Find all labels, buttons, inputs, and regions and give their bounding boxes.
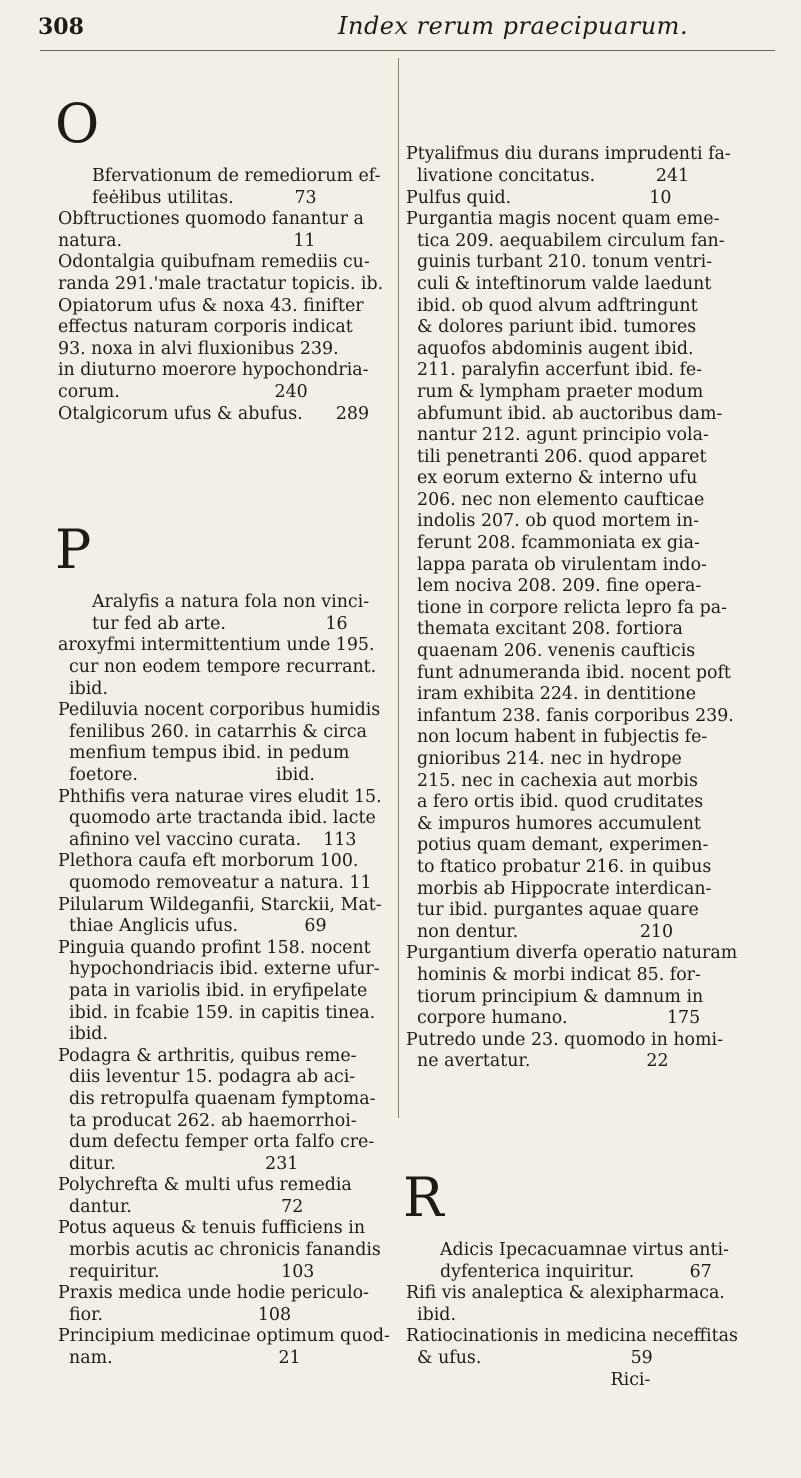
section-r-entries bbox=[406, 1240, 786, 1391]
index-entry-line: lappa parata ob virulentam indo- bbox=[406, 554, 707, 575]
index-entry-line: Phthifis vera naturae vires eludit 15. bbox=[58, 786, 382, 807]
index-entry-line: funt adnumeranda ibid. nocent poft bbox=[406, 662, 731, 683]
index-entry-line: ibid. bbox=[406, 1304, 456, 1325]
index-entry-line: Odontalgia quibufnam remediis cu- bbox=[58, 252, 370, 273]
index-entry-line: ibid. ob quod alvum adftringunt bbox=[406, 295, 698, 316]
index-entry-line: iram exhibita 224. in dentitione bbox=[406, 684, 696, 705]
dropcap-o: O bbox=[55, 92, 100, 156]
index-entry-line: dyfenterica inquiritur. 67 bbox=[440, 1261, 712, 1282]
index-entry-line: nam. 21 bbox=[58, 1348, 301, 1369]
index-entry-line: Pinguia quando profint 158. nocent bbox=[58, 937, 371, 958]
index-entry-line: themata excitant 208. fortiora bbox=[406, 619, 683, 640]
index-entry-line: in diuturno moerore hypochondria- bbox=[58, 360, 369, 381]
index-entry-line: Praxis medica unde hodie periculo- bbox=[58, 1283, 370, 1304]
section-p-continued bbox=[406, 101, 786, 1116]
index-entry-line: ferunt 208. fcammoniata ex gia- bbox=[406, 533, 700, 554]
section-p-entries bbox=[58, 592, 396, 1369]
index-entry-line: guinis turbant 210. tonum ventri- bbox=[406, 252, 713, 273]
section-o bbox=[55, 92, 396, 468]
index-entry-line: Rifi vis analeptica & alexipharmaca. bbox=[406, 1283, 725, 1304]
index-entry-line: quomodo arte tractanda ibid. lacte bbox=[58, 808, 376, 829]
index-entry-line: aroxyfmi intermittentium unde 195. bbox=[58, 635, 375, 656]
index-entry-line: & dolores pariunt ibid. tumores bbox=[406, 317, 697, 338]
index-entry-line: tione in corpore relicta lepro fa pa- bbox=[406, 597, 728, 618]
index-entry-line: dum defectu femper orta falfo cre- bbox=[58, 1132, 375, 1153]
index-entry-line: tica 209. aequabilem circulum fan- bbox=[406, 230, 725, 251]
index-entry-line: potius quam demant, experimen- bbox=[406, 835, 709, 856]
index-entry-line: gnioribus 214. nec in hydrope bbox=[406, 749, 682, 769]
index-entry-line: aquofos abdominis augent ibid. bbox=[406, 338, 694, 359]
index-entry-line: hypochondriacis ibid. externe ufur- bbox=[58, 959, 380, 980]
index-entry-line: feėłibus utilitas. 73 bbox=[92, 187, 317, 208]
index-entry-line: 215. nec in cachexia aut morbis bbox=[406, 770, 698, 791]
index-entry-line: Pilularum Wildeganfii, Starckii, Mat- bbox=[58, 894, 382, 915]
index-entry-line: dantur. 72 bbox=[58, 1196, 304, 1217]
index-entry-line: & impuros humores accumulent bbox=[406, 813, 701, 834]
index-entry-line: to ftatico probatur 216. in quibus bbox=[406, 856, 712, 877]
index-entry-line: 93. noxa in alvi fluxionibus 239. bbox=[58, 338, 339, 359]
running-title: Index rerum praecipuarum. bbox=[338, 12, 689, 40]
index-entry-line: Rici- bbox=[406, 1369, 651, 1390]
index-entry-line: effectus naturam corporis indicat bbox=[58, 317, 353, 338]
index-entry-line: diis leventur 15. podagra ab aci- bbox=[58, 1067, 356, 1088]
index-entry-line: Pediluvia nocent corporibus humidis bbox=[58, 700, 381, 721]
index-entry-line: ne avertatur. 22 bbox=[406, 1051, 669, 1072]
index-entry-line: ibid. in fcabie 159. in capitis tinea. bbox=[58, 1002, 376, 1023]
index-entry-line: ex eorum externo & interno ufu bbox=[406, 468, 698, 489]
index-entry-line: ibid. bbox=[58, 1024, 108, 1045]
index-entry-line: abfumunt ibid. ab auctoribus dam- bbox=[406, 403, 723, 424]
index-entry-line: Adicis Ipecacuamnae virtus anti- bbox=[440, 1240, 729, 1261]
index-entry-line: Aralyfis a natura fola non vinci- bbox=[92, 592, 370, 613]
index-entry-line: culi & inteftinorum valde laedunt bbox=[406, 273, 712, 294]
index-entry-line: ta producat 262. ab haemorrhoi- bbox=[58, 1110, 357, 1131]
index-entry-line: cur non eodem tempore recurrant. bbox=[58, 657, 377, 678]
index-entry-line: afinino vel vaccino curata. 113 bbox=[58, 829, 357, 850]
dropcap-r: R bbox=[403, 1166, 444, 1230]
index-entry-line: Podagra & arthritis, quibus reme- bbox=[58, 1045, 357, 1066]
index-entry-line: fior. 108 bbox=[58, 1304, 292, 1325]
dropcap-p: P bbox=[55, 518, 92, 582]
index-entry-line: Otalgicorum ufus & abufus. 289 bbox=[58, 403, 370, 424]
index-entry-line: randa 291.'male tractatur topicis. ib. bbox=[58, 273, 384, 294]
left-column bbox=[55, 58, 396, 1456]
index-entry-line: nantur 212. agunt principio vola- bbox=[406, 425, 709, 446]
index-entry-line: & ufus. 59 bbox=[406, 1348, 653, 1369]
index-entry-line: pata in variolis ibid. in eryfipelate bbox=[58, 980, 368, 1001]
index-entry-line: corpore humano. 175 bbox=[406, 1008, 701, 1029]
index-entry-line: livatione concitatus. 241 bbox=[406, 165, 690, 186]
index-entry-line: non locum habent in fubjectis fe- bbox=[406, 727, 708, 748]
index-entry-line: menfium tempus ibid. in pedum bbox=[58, 743, 350, 764]
index-entry-line: Potus aqueus & tenuis fufficiens in bbox=[58, 1218, 366, 1239]
index-entry-line: Bfervationum de remediorum ef- bbox=[92, 165, 381, 186]
section-p bbox=[55, 518, 396, 1412]
index-entry-line: tili penetranti 206. quod apparet bbox=[406, 446, 707, 467]
index-entry-line: Polychrefta & multi ufus remedia bbox=[58, 1175, 352, 1196]
index-entry-line: Ratiocinationis in medicina neceffitas bbox=[406, 1326, 738, 1347]
index-entry-line: fenilibus 260. in catarrhis & circa bbox=[58, 721, 368, 742]
section-p-continued-entries bbox=[406, 144, 786, 1073]
index-entry-line: thiae Anglicis ufus. 69 bbox=[58, 916, 327, 937]
index-entry-line: corum. 240 bbox=[58, 381, 308, 402]
right-column bbox=[403, 58, 786, 1478]
index-entry-line: quomodo removeatur a natura. 11 bbox=[58, 872, 372, 893]
index-entry-line: a fero ortis ibid. quod cruditates bbox=[406, 792, 704, 813]
page-header bbox=[38, 8, 778, 48]
page-number: 308 bbox=[38, 14, 84, 40]
section-r bbox=[403, 1166, 786, 1434]
index-entry-line: morbis ab Hippocrate interdican- bbox=[406, 878, 712, 899]
index-entry-line: infantum 238. fanis corporibus 239. bbox=[406, 705, 734, 726]
index-entry-line: non dentur. 210 bbox=[406, 921, 674, 942]
index-entry-line: Ptyalifmus diu durans imprudenti fa- bbox=[406, 144, 731, 165]
index-entry-line: Opiatorum ufus & noxa 43. finifter bbox=[58, 295, 364, 316]
index-entry-line: indolis 207. ob quod mortem in- bbox=[406, 511, 700, 532]
column-divider bbox=[398, 58, 399, 1118]
index-entry-line: Pulfus quid. 10 bbox=[406, 187, 672, 208]
index-entry-line: Obftructiones quomodo fanantur a bbox=[58, 209, 364, 230]
index-entry-line: dis retropulfa quaenam fymptoma- bbox=[58, 1088, 376, 1109]
index-entry-line: tur fed ab arte. 16 bbox=[92, 613, 348, 634]
index-entry-line: quaenam 206. venenis caufticis bbox=[406, 641, 696, 662]
index-entry-line: hominis & morbi indicat 85. for- bbox=[406, 964, 701, 985]
index-entry-line: lem nociva 208. 209. fine opera- bbox=[406, 576, 702, 597]
index-entry-line: ibid. bbox=[58, 678, 108, 699]
index-entry-line: natura. 11 bbox=[58, 230, 316, 251]
index-entry-line: Principium medicinae optimum quod- bbox=[58, 1326, 390, 1347]
index-entry-line: Putredo unde 23. quomodo in homi- bbox=[406, 1029, 723, 1050]
index-entry-line: morbis acutis ac chronicis fanandis bbox=[58, 1240, 381, 1261]
index-entry-line: requiritur. 103 bbox=[58, 1261, 315, 1282]
index-entry-line: rum & lympham praeter modum bbox=[406, 381, 704, 402]
index-entry-line: 211. paralyfin accerfunt ibid. fe- bbox=[406, 360, 703, 381]
index-entry-line: tur ibid. purgantes aquae quare bbox=[406, 900, 699, 921]
index-entry-line: Plethora caufa eft morborum 100. bbox=[58, 851, 359, 872]
section-o-entries bbox=[58, 166, 396, 425]
index-entry-line: Purgantium diverfa operatio naturam bbox=[406, 943, 738, 964]
index-entry-line: foetore. ibid. bbox=[58, 765, 315, 785]
index-entry-line: ditur. 231 bbox=[58, 1153, 299, 1174]
index-entry-line: 206. nec non elemento caufticae bbox=[406, 489, 705, 510]
index-entry-line: tiorum principium & damnum in bbox=[406, 986, 704, 1007]
header-rule bbox=[40, 50, 775, 51]
index-entry-line: Purgantia magis nocent quam eme- bbox=[406, 209, 720, 230]
